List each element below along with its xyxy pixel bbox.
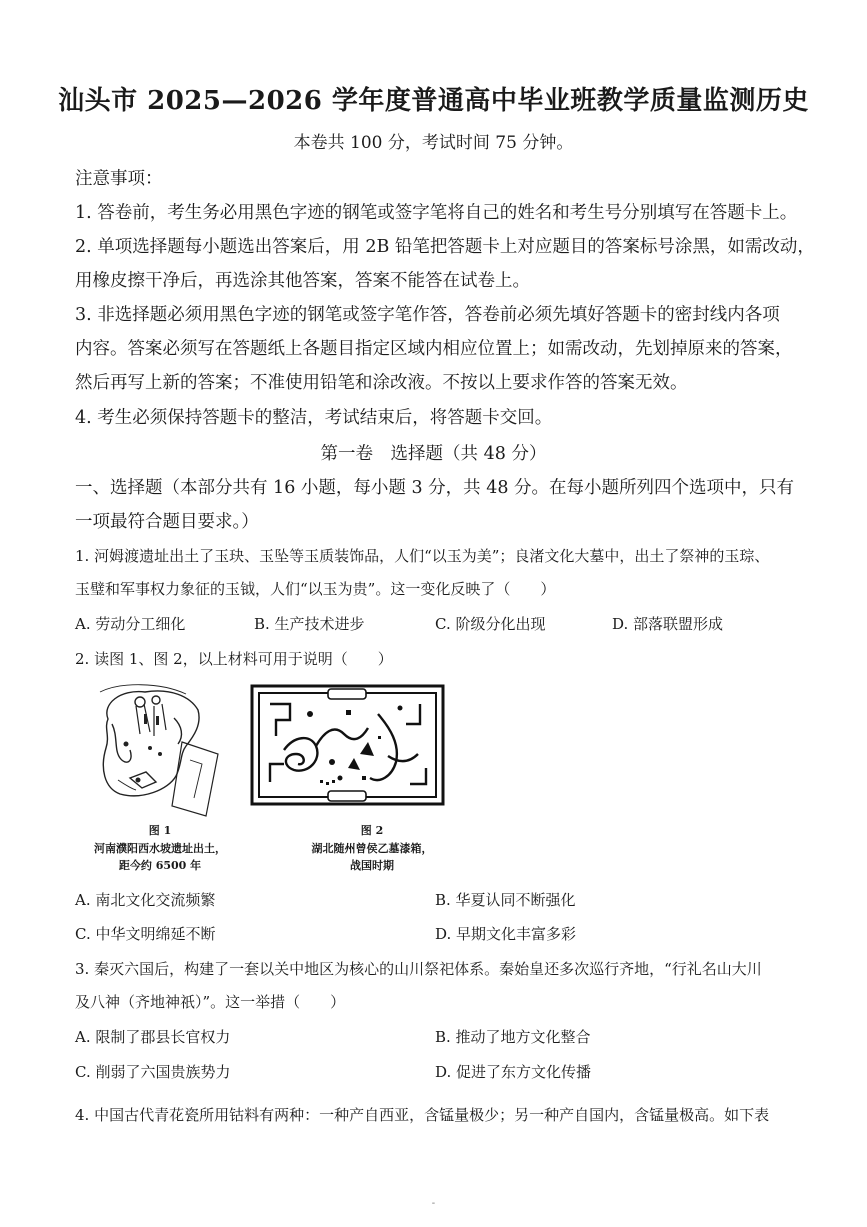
section-intro: 一项最符合题目要求。）	[75, 512, 259, 532]
page-footer: -	[431, 1198, 436, 1209]
figure-1-tomb-sketch	[90, 684, 230, 819]
notice-line: 用橡皮擦干净后，再选涂其他答案，答案不能答在试卷上。	[75, 271, 530, 291]
figure-2-lacquer-box	[250, 684, 445, 806]
q1-stem: 玉璧和军事权力象征的玉钺，人们“以玉为贵”。这一变化反映了（ ）	[75, 580, 556, 598]
notice-line: 内容。答案必须写在答题纸上各题目指定区域内相应位置上；如需改动，先划掉原来的答案，	[75, 339, 793, 359]
q3-option-b: B. 推动了地方文化整合	[435, 1028, 591, 1046]
notice-line: 4. 考生必须保持答题卡的整洁，考试结束后，将答题卡交回。	[75, 408, 553, 428]
notice-line: 2. 单项选择题每小题选出答案后，用 2B 铅笔把答题卡上对应题目的答案标号涂黑，如需改动，	[75, 237, 815, 257]
figure-2-caption: 湖北随州曾侯乙墓漆箱，	[311, 842, 433, 855]
q2-option-a: A. 南北文化交流频繁	[75, 891, 216, 909]
exam-subtitle: 本卷共 100 分，考试时间 75 分钟。	[293, 133, 574, 153]
figure-1-label: 图 1	[148, 824, 172, 837]
q3-option-c: C. 削弱了六国贵族势力	[75, 1063, 231, 1081]
q2-stem: 2. 读图 1、图 2，以上材料可用于说明（ ）	[75, 650, 393, 668]
figure-2-label: 图 2	[360, 824, 384, 837]
exam-title: 汕头市 2025—2026 学年度普通高中毕业班教学质量监测历史	[58, 86, 809, 116]
q1-option-b: B. 生产技术进步	[254, 615, 365, 633]
q1-option-d: D. 部落联盟形成	[612, 615, 724, 633]
q3-option-a: A. 限制了郡县长官权力	[75, 1028, 231, 1046]
notice-line: 然后再写上新的答案；不准使用铅笔和涂改液。不按以上要求作答的答案无效。	[75, 373, 688, 393]
q3-stem: 及八神（齐地神祇）”。这一举措（ ）	[75, 993, 346, 1011]
q2-option-b: B. 华夏认同不断强化	[435, 891, 576, 909]
section-title: 第一卷 选择题（共 48 分）	[320, 444, 547, 464]
q2-option-c: C. 中华文明绵延不断	[75, 925, 216, 943]
figure-2-caption: 战国时期	[350, 859, 394, 872]
section-intro: 一、选择题（本部分共有 16 小题，每小题 3 分，共 48 分。在每小题所列四个选项中，只有	[75, 478, 795, 498]
q2-option-d: D. 早期文化丰富多彩	[435, 925, 577, 943]
q3-stem: 3. 秦灭六国后，构建了一套以关中地区为核心的山川祭祀体系。秦始皇还多次巡行齐地，“行礼名山大川	[75, 960, 762, 978]
notice-heading: 注意事项：	[75, 169, 163, 189]
q1-stem: 1. 河姆渡遗址出土了玉玦、玉坠等玉质装饰品，人们“以玉为美”；良渚文化大墓中，出土了祭神的玉琮、	[75, 547, 770, 565]
figure-1-caption: 距今约 6500 年	[118, 859, 202, 872]
figure-1-caption: 河南濮阳西水坡遗址出土，	[94, 842, 226, 855]
notice-line: 3. 非选择题必须用黑色字迹的钢笔或签字笔作答，答卷前必须先填好答题卡的密封线内各项	[75, 305, 780, 325]
q1-option-c: C. 阶级分化出现	[435, 615, 546, 633]
q1-option-a: A. 劳动分工细化	[75, 615, 186, 633]
q4-stem: 4. 中国古代青花瓷所用钴料有两种：一种产自西亚，含锰量极少；另一种产自国内，含锰量极高。如下表	[75, 1106, 770, 1124]
notice-line: 1. 答卷前，考生务必用黑色字迹的钢笔或签字笔将自己的姓名和考生号分别填写在答题卡上。	[75, 203, 798, 223]
q3-option-d: D. 促进了东方文化传播	[435, 1063, 592, 1081]
